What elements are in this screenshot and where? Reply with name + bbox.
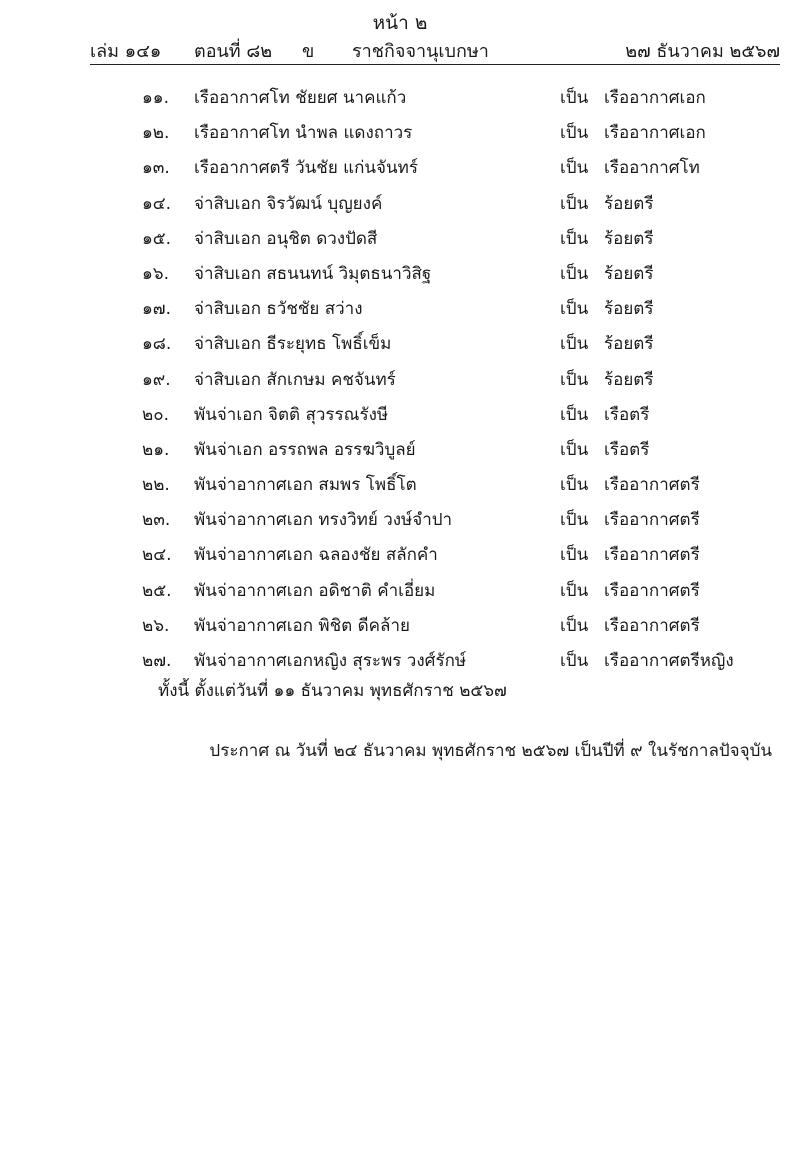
- item-name: พันจ่าเอก อรรถพล อรรฆวิบูลย์: [194, 439, 416, 460]
- item-new-rank: เรือตรี: [604, 404, 650, 425]
- promotion-list: [0, 83, 800, 681]
- item-new-rank: เรืออากาศตรี: [604, 615, 700, 636]
- item-number: ๑๒.: [142, 123, 170, 144]
- list-item: [0, 505, 800, 540]
- gazette-header: [90, 36, 780, 64]
- item-new-rank: เรืออากาศตรี: [604, 510, 700, 531]
- item-name: เรืออากาศโท นำพล แดงถาวร: [194, 123, 413, 144]
- item-name: จ่าสิบเอก สักเกษม คชจันทร์: [194, 369, 396, 390]
- item-new-rank: เรืออากาศโท: [604, 158, 700, 179]
- item-number: ๑๖.: [142, 263, 169, 284]
- item-number: ๒๐.: [142, 404, 169, 425]
- list-item: [0, 259, 800, 294]
- item-verb: เป็น: [560, 263, 589, 284]
- item-verb: เป็น: [560, 228, 589, 249]
- item-new-rank: เรือตรี: [604, 439, 650, 460]
- item-verb: เป็น: [560, 88, 589, 108]
- item-new-rank: เรืออากาศเอก: [604, 123, 706, 144]
- item-verb: เป็น: [560, 545, 589, 566]
- item-verb: เป็น: [560, 299, 589, 320]
- list-item: [0, 189, 800, 224]
- item-number: ๑๙.: [142, 369, 171, 390]
- item-number: ๒๒.: [142, 475, 170, 496]
- list-item: [0, 329, 800, 364]
- item-name: จ่าสิบเอก สธนนทน์ วิมุตธนาวิสิฐ: [194, 263, 432, 284]
- item-number: ๑๑.: [142, 88, 169, 108]
- item-number: ๒๓.: [142, 510, 171, 531]
- list-item: [0, 224, 800, 259]
- item-new-rank: ร้อยตรี: [604, 369, 654, 390]
- item-verb: เป็น: [560, 439, 589, 460]
- item-name: จ่าสิบเอก จิรวัฒน์ บุญยงค์: [194, 193, 383, 214]
- item-new-rank: เรืออากาศตรี: [604, 580, 700, 601]
- item-verb: เป็น: [560, 651, 589, 671]
- list-item: [0, 646, 800, 681]
- list-item: [0, 576, 800, 611]
- issue-number: ตอนที่ ๘๒: [194, 41, 273, 62]
- item-name: จ่าสิบเอก ธวัชชัย สว่าง: [194, 299, 363, 320]
- item-new-rank: เรืออากาศตรี: [604, 475, 700, 496]
- item-number: ๑๘.: [142, 334, 172, 355]
- item-verb: เป็น: [560, 158, 589, 179]
- effective-date-statement: ทั้งนี้ ตั้งแต่วันที่ ๑๑ ธันวาคม พุทธศักราช ๒๕๖๗: [158, 681, 507, 701]
- item-name: จ่าสิบเอก อนุชิต ดวงปัดสี: [194, 228, 378, 249]
- list-item: [0, 118, 800, 153]
- page-number: หน้า ๒: [372, 12, 428, 34]
- item-verb: เป็น: [560, 615, 589, 636]
- item-verb: เป็น: [560, 404, 589, 425]
- item-number: ๒๗.: [142, 651, 172, 671]
- item-name: พันจ่าอากาศเอก ฉลองชัย สลักคำ: [194, 545, 438, 566]
- item-number: ๒๔.: [142, 545, 172, 566]
- gazette-title: ราชกิจจานุเบกษา: [352, 41, 489, 62]
- list-item: [0, 153, 800, 188]
- item-new-rank: ร้อยตรี: [604, 228, 654, 249]
- item-number: ๑๔.: [142, 193, 172, 214]
- item-number: ๑๕.: [142, 228, 172, 249]
- list-item: [0, 470, 800, 505]
- item-verb: เป็น: [560, 193, 589, 214]
- item-verb: เป็น: [560, 334, 589, 355]
- item-name: พันจ่าอากาศเอก ทรงวิทย์ วงษ์จำปา: [194, 510, 453, 531]
- item-new-rank: ร้อยตรี: [604, 193, 654, 214]
- item-new-rank: ร้อยตรี: [604, 299, 654, 320]
- announcement-date: ประกาศ ณ วันที่ ๒๔ ธันวาคม พุทธศักราช ๒๕๖๗ เป็นปีที่ ๙ ในรัชกาลปัจจุบัน: [209, 741, 772, 761]
- list-item: [0, 83, 800, 118]
- item-number: ๒๕.: [142, 580, 172, 601]
- item-new-rank: เรืออากาศตรี: [604, 545, 700, 566]
- item-name: เรืออากาศโท ชัยยศ นาคแก้ว: [194, 88, 407, 108]
- item-number: ๑๗.: [142, 299, 171, 320]
- item-verb: เป็น: [560, 510, 589, 531]
- item-name: พันจ่าอากาศเอก อดิชาติ คำเอี่ยม: [194, 580, 436, 601]
- item-number: ๒๖.: [142, 615, 170, 636]
- item-number: ๑๓.: [142, 158, 170, 179]
- list-item: [0, 611, 800, 646]
- publication-date: ๒๗ ธันวาคม ๒๕๖๗: [625, 41, 780, 62]
- item-name: พันจ่าอากาศเอก พิชิต ดีคล้าย: [194, 615, 410, 636]
- item-name: พันจ่าเอก จิตติ สุวรรณรังษี: [194, 404, 389, 425]
- item-new-rank: ร้อยตรี: [604, 334, 654, 355]
- volume-number: เล่ม ๑๔๑: [90, 41, 162, 62]
- item-number: ๒๑.: [142, 439, 170, 460]
- list-item: [0, 540, 800, 575]
- item-name: จ่าสิบเอก ธีระยุทธ โพธิ์เข็ม: [194, 334, 392, 355]
- list-item: [0, 400, 800, 435]
- item-new-rank: เรืออากาศตรีหญิง: [604, 651, 734, 671]
- item-verb: เป็น: [560, 123, 589, 144]
- list-item: [0, 365, 800, 400]
- item-verb: เป็น: [560, 580, 589, 601]
- item-name: เรืออากาศตรี วันชัย แก่นจันทร์: [194, 158, 418, 179]
- item-name: พันจ่าอากาศเอก สมพร โพธิ์โต: [194, 475, 417, 496]
- item-new-rank: ร้อยตรี: [604, 263, 654, 284]
- list-item: [0, 294, 800, 329]
- item-verb: เป็น: [560, 369, 589, 390]
- list-item: [0, 435, 800, 470]
- item-new-rank: เรืออากาศเอก: [604, 88, 706, 108]
- item-name: พันจ่าอากาศเอกหญิง สุระพร วงศ์รักษ์: [194, 651, 467, 671]
- section-letter: ข: [302, 41, 315, 62]
- item-verb: เป็น: [560, 475, 589, 496]
- header-divider: [90, 64, 780, 65]
